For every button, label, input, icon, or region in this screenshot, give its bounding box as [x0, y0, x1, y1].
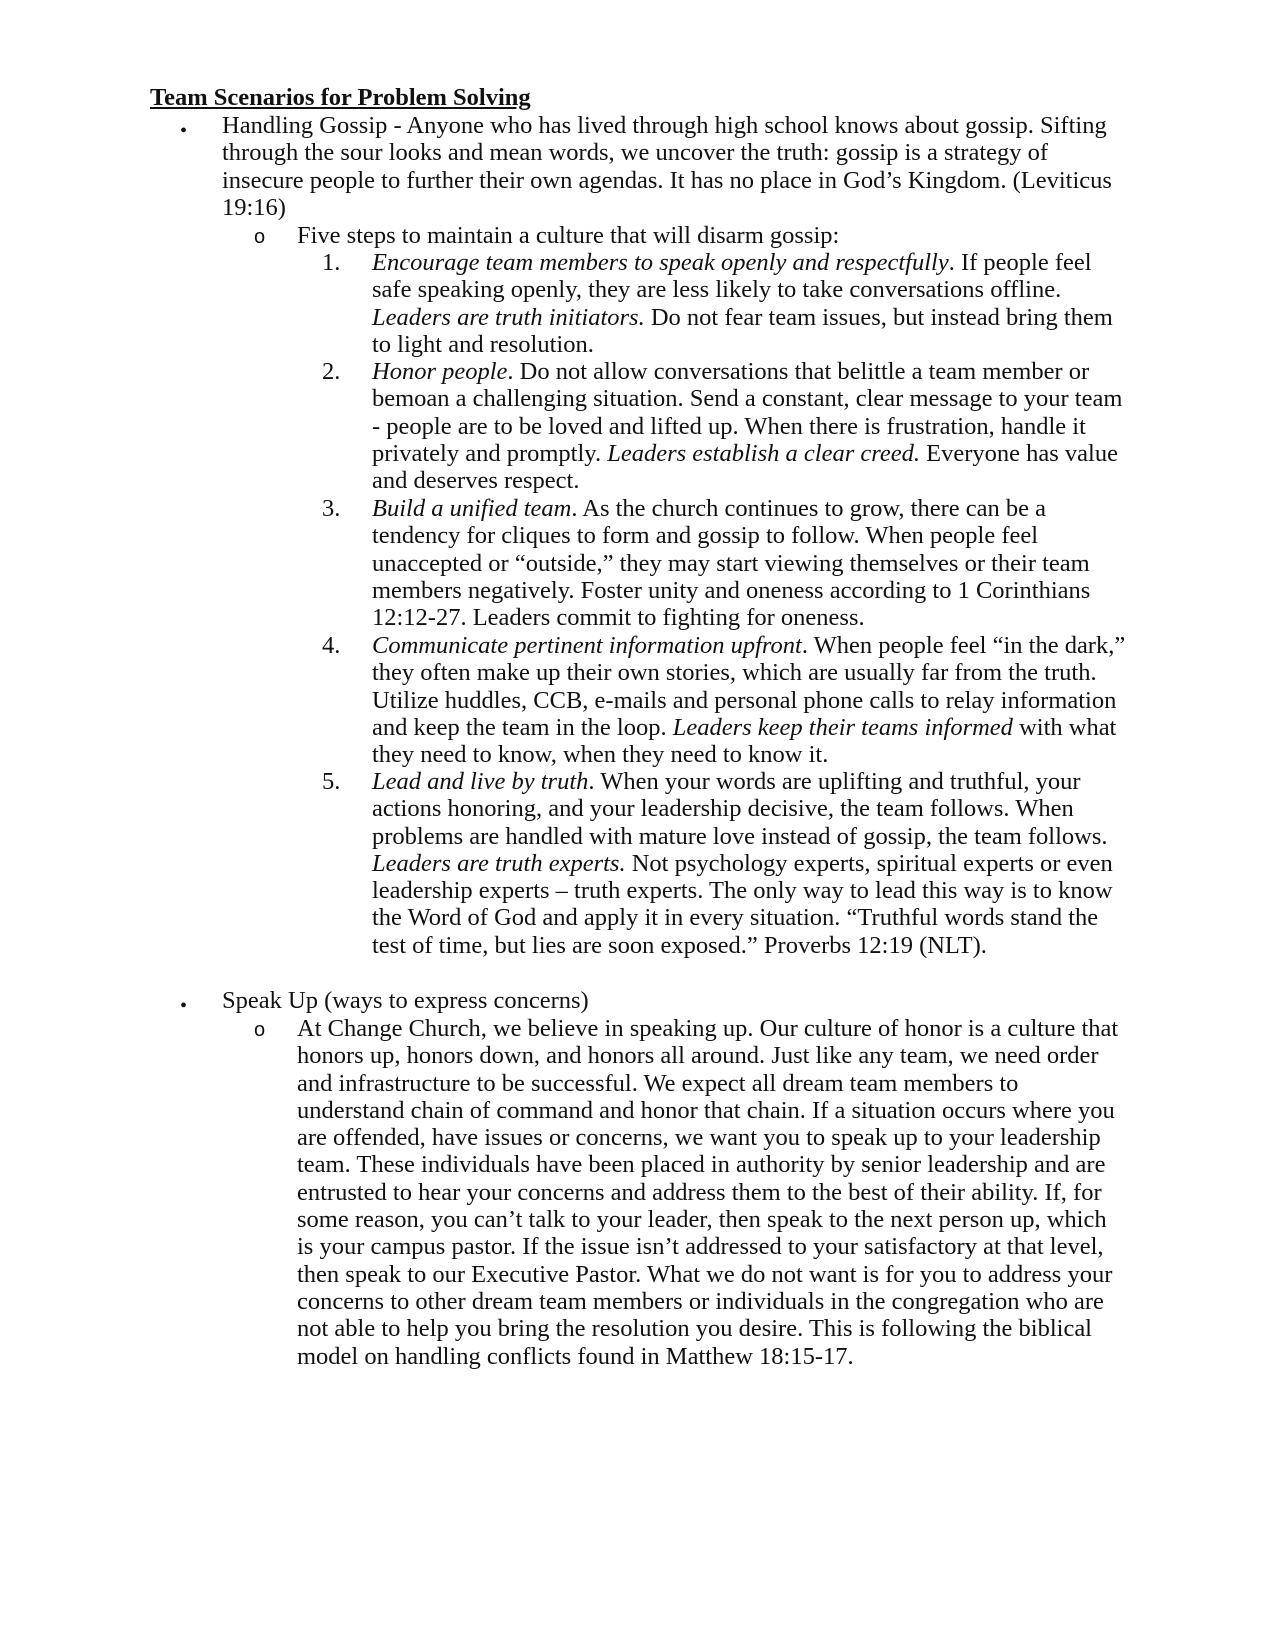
step-emphasis: Leaders are truth experts. [372, 849, 626, 877]
step-item [372, 768, 1127, 959]
step-number: 5. [322, 768, 341, 795]
step-lead: Communicate pertinent information upfront [372, 632, 802, 659]
step-lead: Encourage team members to speak openly and respectfully [372, 249, 949, 276]
step-number: 1. [322, 249, 341, 276]
step-item [372, 249, 1127, 358]
step-number: 2. [322, 358, 341, 385]
sub-bullet-marker: o [254, 226, 266, 248]
step-item [372, 495, 1127, 631]
step-body: . As the church continues to grow, there can be a tendency for cliques to form and gossip to follow. When people feel unaccepted or “outside,” they may start viewing themselves or their team members negatively. Foster unity and oneness according to 1 Corinthians 12:12-27. Leaders commit to fighting for oneness. [372, 495, 1091, 632]
step-emphasis: Leaders establish a clear creed. [607, 439, 920, 467]
speak-up-heading: Speak Up (ways to express concerns) [222, 987, 589, 1014]
step-body: . When people feel “in the dark,” they often make up their own stories, which are usually far from the truth. Utilize huddles, CCB, e-mails and personal phone calls to relay information and keep the team in the loop. [372, 632, 1126, 741]
step-item [372, 632, 1127, 768]
step-lead: Lead and live by truth [372, 768, 589, 795]
step-lead: Build a unified team [372, 495, 572, 522]
step-emphasis: Leaders keep their teams informed [672, 713, 1013, 741]
step-body: . When your words are uplifting and truthful, your actions honoring, and your leadership decisive, the team follows. When problems are handled with mature love instead of gossip, the team follows. [372, 768, 1108, 850]
step-lead: Honor people [372, 358, 508, 385]
page-title: Team Scenarios for Problem Solving [150, 84, 531, 111]
step-body-end: Not psychology experts, spiritual experts or even leadership experts – truth experts. The only way to lead this way is to know the Word of God and apply it in every situation. “Truthful words stand the test of time, but lies are soon exposed.” Proverbs 12:19 (NLT). [372, 849, 1113, 959]
gossip-paragraph: Handling Gossip - Anyone who has lived through high school knows about gossip. Sifting through the sour looks and mean words, we uncover the truth: gossip is a strategy of insecure people to further their own agendas. It has no place in God’s Kingdom. (Leviticus 19:16) [222, 112, 1112, 221]
step-number: 3. [322, 495, 341, 522]
step-body: . If people feel safe speaking openly, they are less likely to take conversations offline. [372, 249, 1092, 304]
step-body-end: Do not fear team issues, but instead bring them to light and resolution. [372, 303, 1113, 358]
step-emphasis: Leaders are truth initiators. [372, 303, 645, 331]
step-number: 4. [322, 632, 341, 659]
step-item [372, 358, 1127, 494]
speak-up-paragraph: At Change Church, we believe in speaking up. Our culture of honor is a culture that honors up, honors down, and honors all around. Just like any team, we need order and infrastructure to be successful. We expect all dream team members to understand chain of command and honor that chain. If a situation occurs where you are offended, have issues or concerns, we want you to speak up to your leadership team. These individuals have been placed in authority by senior leadership and are entrusted to hear your concerns and address them to the best of their ability. If, for some reason, you can’t talk to your leader, then speak to the next person up, which is your campus pastor. If the issue isn’t addressed to your satisfactory at that level, then speak to our Executive Pastor. What we do not want is for you to address your concerns to other dream team members or individuals in the congregation who are not able to help you bring the resolution you desire. This is following the biblical model on handling conflicts found in Matthew 18:15-17. [297, 1015, 1119, 1370]
step-body: . Do not allow conversations that belittle a team member or bemoan a challenging situation. Send a constant, clear message to your team - people are to be loved and lifted up. When there is frustration, handle it privately and promptly. [372, 358, 1123, 467]
bullet-marker: • [180, 120, 188, 142]
sub-bullet-marker: o [254, 1019, 266, 1041]
gossip-steps-intro: Five steps to maintain a culture that will disarm gossip: [297, 222, 840, 249]
step-body-end: Everyone has value and deserves respect. [372, 439, 1118, 495]
step-body-end: with what they need to know, when they need to know it. [372, 713, 1117, 769]
bullet-marker: • [180, 995, 188, 1017]
